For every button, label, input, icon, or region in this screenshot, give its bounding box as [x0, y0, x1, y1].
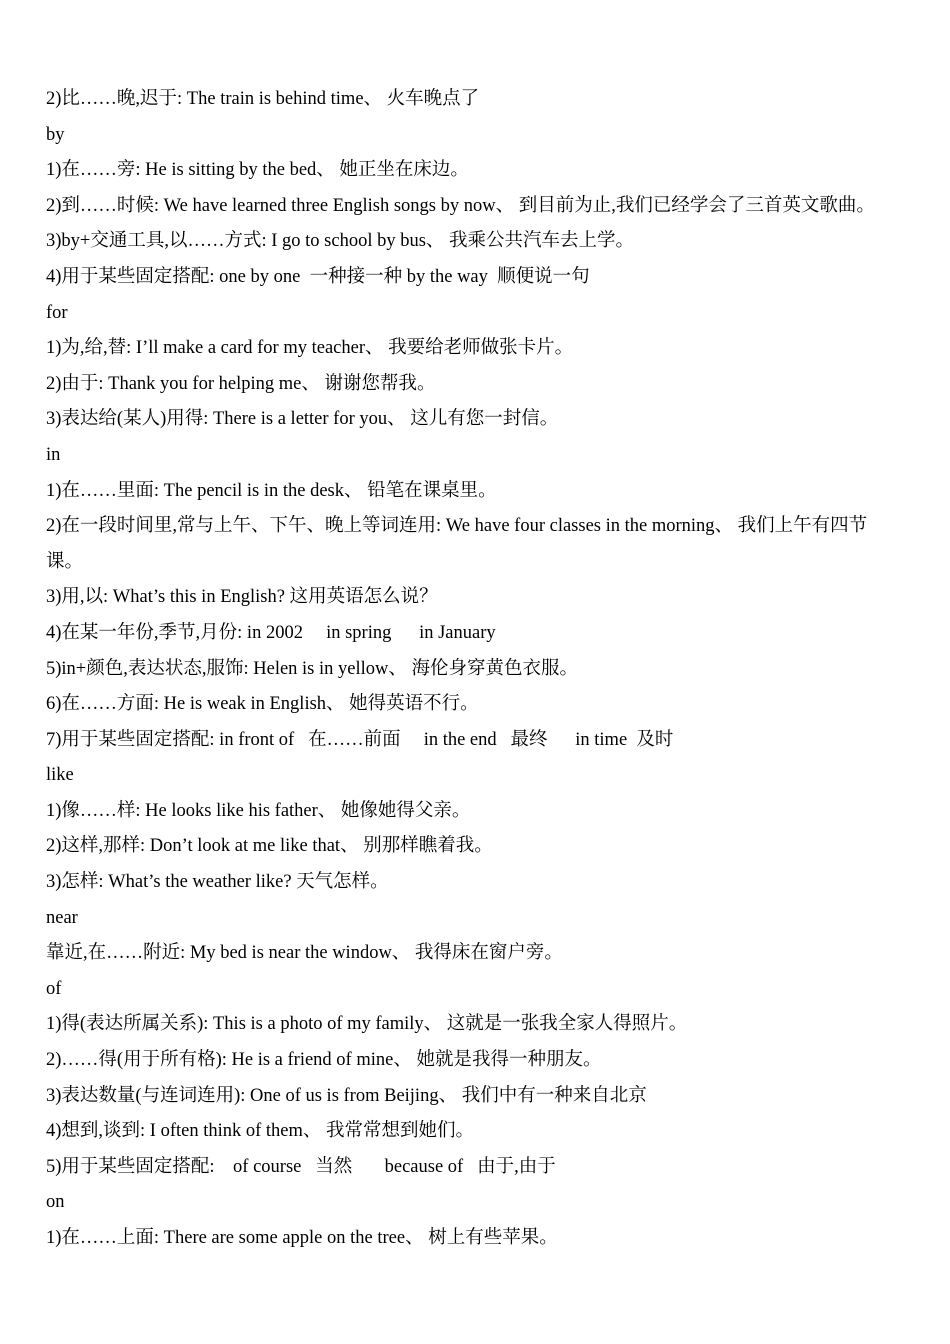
text-line: 2)比……晚,迟于: The train is behind time、 火车晚点了: [46, 89, 480, 109]
text-line: 4)在某一年份,季节,月份: in 2002 in spring in January: [46, 622, 496, 643]
section-heading-by: by: [46, 124, 65, 145]
section-heading-like: like: [46, 765, 74, 786]
text-line: 2)这样,那样: Don’t look at me like that、 别那样瞧着我。: [46, 836, 493, 857]
text-line: 1)在……旁: He is sitting by the bed、 她正坐在床边。: [46, 160, 469, 181]
text-line: 1)得(表达所属关系): This is a photo of my family、 这就是一张我全家人得照片。: [46, 1014, 688, 1035]
text-line: 3)怎样: What’s the weather like? 天气怎样。: [46, 872, 389, 893]
text-line: 5)用于某些固定搭配: of course 当然 because of 由于,由于: [46, 1156, 556, 1177]
text-line: 2)……得(用于所有格): He is a friend of mine、 她就是我得一种朋友。: [46, 1050, 602, 1071]
section-heading-of: of: [46, 978, 62, 999]
text-line: 1)像……样: He looks like his father、 她像她得父亲。: [46, 800, 471, 821]
text-line: 1)在……里面: The pencil is in the desk、 铅笔在课桌里。: [46, 480, 497, 501]
section-heading-in: in: [46, 444, 61, 465]
text-line: 3)用,以: What’s this in English? 这用英语怎么说？: [46, 587, 438, 608]
text-line: 靠近,在……附近: My bed is near the window、 我得床在窗户旁。: [46, 943, 563, 964]
text-line: 3)表达给(某人)用得: There is a letter for you、 这儿有您一封信。: [46, 409, 559, 430]
text-line: 7)用于某些固定搭配: in front of 在……前面 in the end 最终 in time 及时: [46, 729, 674, 750]
text-line: 2)到……时候: We have learned three English songs by now、 到目前为止,我们已经学会了三首英文歌曲。: [46, 195, 875, 216]
text-line: 2)在一段时间里,常与上午、下午、晚上等词连用: We have four classes in the morning、 我们上午有四节: [46, 516, 868, 537]
text-line: 2)由于: Thank you for helping me、 谢谢您帮我。: [46, 373, 436, 394]
section-heading-near: near: [46, 907, 78, 928]
section-heading-for: for: [46, 302, 68, 323]
text-line: 1)为,给,替: I’ll make a card for my teacher、 我要给老师做张卡片。: [46, 338, 574, 359]
document-body: [46, 82, 916, 1257]
text-line: 4)用于某些固定搭配: one by one 一种接一种 by the way 顺便说一句: [46, 266, 590, 287]
text-line: 1)在……上面: There are some apple on the tree、 树上有些苹果。: [46, 1228, 558, 1248]
text-line: 5)in+颜色,表达状态,服饰: Helen is in yellow、 海伦身穿黄色衣服。: [46, 658, 579, 679]
section-heading-on: on: [46, 1192, 65, 1213]
text-line: 6)在……方面: He is weak in English、 她得英语不行。: [46, 694, 479, 715]
text-line: 3)by+交通工具,以……方式: I go to school by bus、 我乘公共汽车去上学。: [46, 231, 635, 252]
text-line: 课。: [46, 551, 84, 572]
text-line: 3)表达数量(与连词连用): One of us is from Beijing、 我们中有一种来自北京: [46, 1085, 647, 1106]
text-line: 4)想到,谈到: I often think of them、 我常常想到她们。: [46, 1121, 475, 1142]
